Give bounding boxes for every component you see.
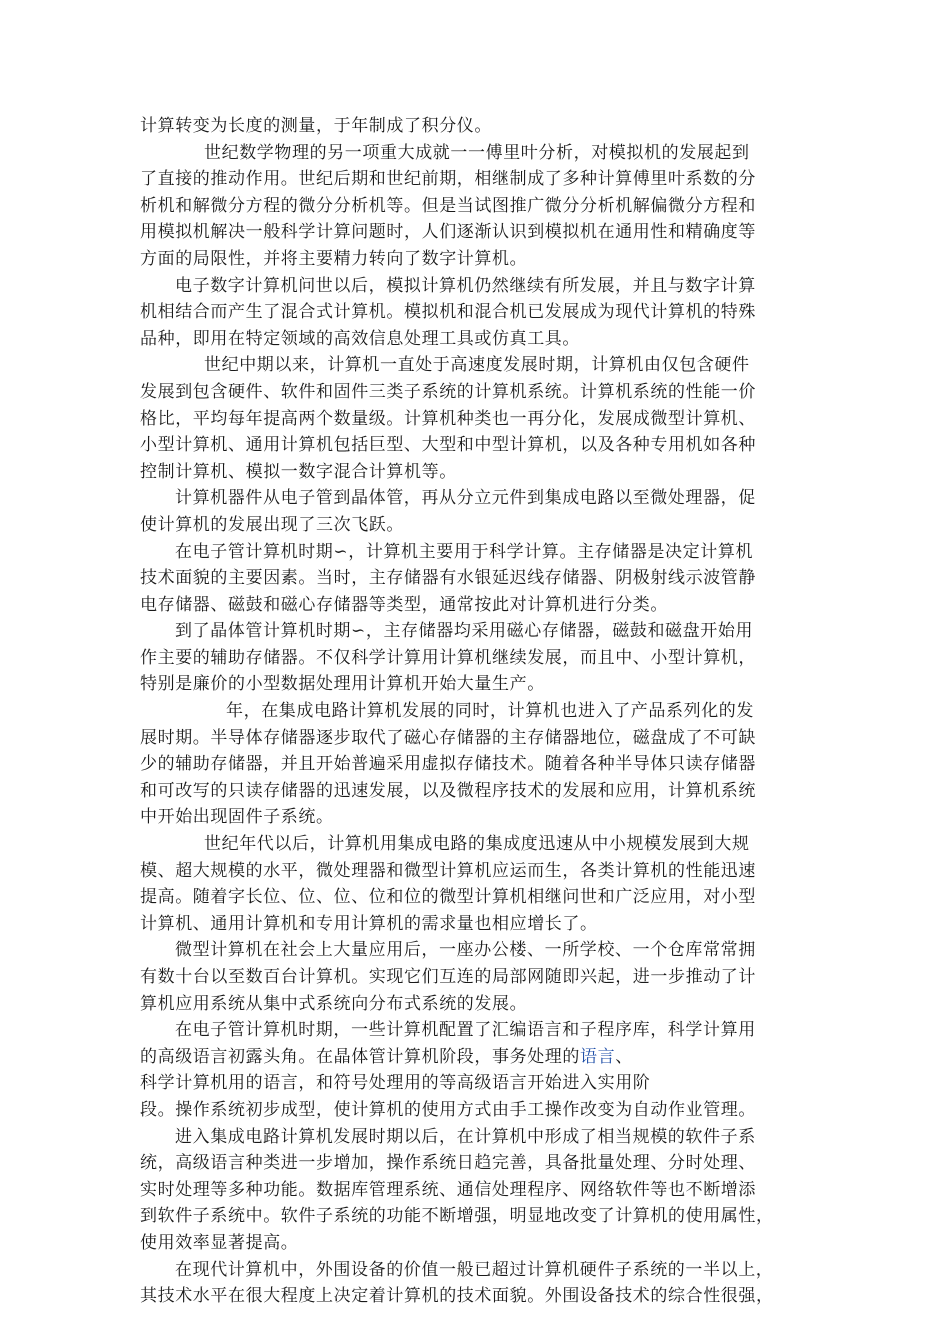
text-line: 年，在集成电路计算机发展的同时，计算机也进入了产品系列化的发: [226, 701, 754, 722]
text-line: 和可改写的只读存储器的迅速发展，以及微程序技术的发展和应用，计算机系统: [140, 780, 756, 801]
text-line: 算机应用系统从集中式系统向分布式系统的发展。: [140, 993, 528, 1014]
text-line: 世纪中期以来，计算机一直处于高速度发展时期，计算机由仅包含硬件: [204, 355, 750, 376]
text-line: 世纪年代以后，计算机用集成电路的集成度迅速从中小规模发展到大规: [204, 834, 750, 855]
body-text: [140, 113, 825, 1310]
text-line: 模、超大规模的水平，微处理器和微型计算机应运而生，各类计算机的性能迅速: [140, 860, 756, 881]
text-line: 技术面貌的主要因素。当时，主存储器有水银延迟线存储器、阴极射线示波管静: [140, 568, 756, 589]
text-line: 电存储器、磁鼓和磁心存储器等类型，通常按此对计算机进行分类。: [140, 594, 668, 615]
text-line: 段。操作系统初步成型，使计算机的使用方式由手工操作改变为自动作业管理。: [140, 1099, 756, 1120]
text-line: 在电子管计算机时期，一些计算机配置了汇编语言和子程序库，科学计算用: [175, 1020, 756, 1041]
text-line: 用模拟机解决一般科学计算问题时，人们逐渐认识到模拟机在通用性和精确度等: [140, 222, 756, 243]
text-line: 特别是廉价的小型数据处理用计算机开始大量生产。: [140, 674, 545, 695]
text-line: 有数十台以至数百台计算机。实现它们互连的局部网随即兴起，进一步推动了计: [140, 967, 756, 987]
text-line: 机相结合而产生了混合式计算机。模拟机和混合机已发展成为现代计算机的特殊: [140, 302, 756, 323]
text-line: 控制计算机、模拟一数字混合计算机等。: [140, 461, 457, 482]
text-line: 到软件子系统中。软件子系统的功能不断增强，明显地改变了计算机的使用属性，: [140, 1206, 774, 1227]
text-line: 计算机器件从电子管到晶体管，再从分立元件到集成电路以至微处理器，促: [175, 488, 756, 509]
text-line: 计算机、通用计算机和专用计算机的需求量也相应增长了。: [140, 913, 598, 934]
text-line: 析机和解微分方程的微分分析机等。但是当试图推广微分分析机解偏微分方程和: [140, 195, 756, 216]
text-line: 在现代计算机中，外围设备的价值一般已超过计算机硬件子系统的一半以上，: [175, 1259, 774, 1280]
text-line: 作主要的辅助存储器。不仅科学计算用计算机继续发展，而且中、小型计算机，: [140, 647, 756, 668]
text-line: 使计算机的发展出现了三次飞跃。: [140, 514, 404, 535]
text-line: 少的辅助存储器，并且开始普遍采用虚拟存储技术。随着各种半导体只读存储器: [140, 754, 756, 775]
text-line: 格比，平均每年提高两个数量级。计算机种类也一再分化，发展成微型计算机、: [140, 408, 756, 429]
text-line: 进入集成电路计算机发展时期以后，在计算机中形成了相当规模的软件子系: [175, 1126, 756, 1147]
text-line: 展时期。半导体存储器逐步取代了磁心存储器的主存储器地位，磁盘成了不可缺: [140, 727, 756, 748]
text-line: 使用效率显著提高。: [140, 1232, 299, 1253]
text-line: 发展到包含硬件、软件和固件三类子系统的计算机系统。计算机系统的性能一价: [140, 381, 756, 402]
text-line: 世纪数学物理的另一项重大成就一一傅里叶分析，对模拟机的发展起到: [204, 142, 750, 163]
text-line: 在电子管计算机时期∽，计算机主要用于科学计算。主存储器是决定计算机: [175, 541, 754, 562]
text-segment: 的高级语言初露头角。在晶体管计算机阶段，事务处理的: [140, 1046, 580, 1067]
text-line: 提高。随着字长位、位、位、位和位的微型计算机相继问世和广泛应用，对小型: [140, 887, 756, 908]
text-line: 其技术水平在很大程度上决定着计算机的技术面貌。外围设备技术的综合性很强，: [140, 1286, 774, 1307]
text-line: 小型计算机、通用计算机包括巨型、大型和中型计算机，以及各种专用机如各种: [140, 435, 756, 456]
text-line: [140, 1044, 825, 1071]
text-line: 方面的局限性，并将主要精力转向了数字计算机。: [140, 248, 528, 269]
text-segment: 、: [615, 1046, 633, 1067]
text-line: 了直接的推动作用。世纪后期和世纪前期，相继制成了多种计算傅里叶系数的分: [140, 169, 756, 190]
text-line: 统，高级语言种类进一步增加，操作系统日趋完善，具备批量处理、分时处理、: [140, 1153, 756, 1174]
text-line: 科学计算机用的语言，和符号处理用的等高级语言开始进入实用阶: [140, 1073, 651, 1094]
text-line: 中开始出现固件子系统。: [140, 807, 334, 828]
text-line: 微型计算机在社会上大量应用后，一座办公楼、一所学校、一个仓库常常拥: [175, 940, 756, 961]
text-line: 到了晶体管计算机时期∽，主存储器均采用磁心存储器，磁鼓和磁盘开始用: [175, 621, 754, 642]
language-link[interactable]: 语言: [580, 1046, 616, 1067]
text-line: 实时处理等多种功能。数据库管理系统、通信处理程序、网络软件等也不断增添: [140, 1179, 756, 1200]
text-line: 电子数字计算机问世以后，模拟计算机仍然继续有所发展，并且与数字计算: [175, 275, 756, 296]
text-line: 计算转变为长度的测量，于年制成了积分仪。: [140, 116, 492, 136]
text-line: 品种，即用在特定领域的高效信息处理工具或仿真工具。: [140, 328, 580, 349]
